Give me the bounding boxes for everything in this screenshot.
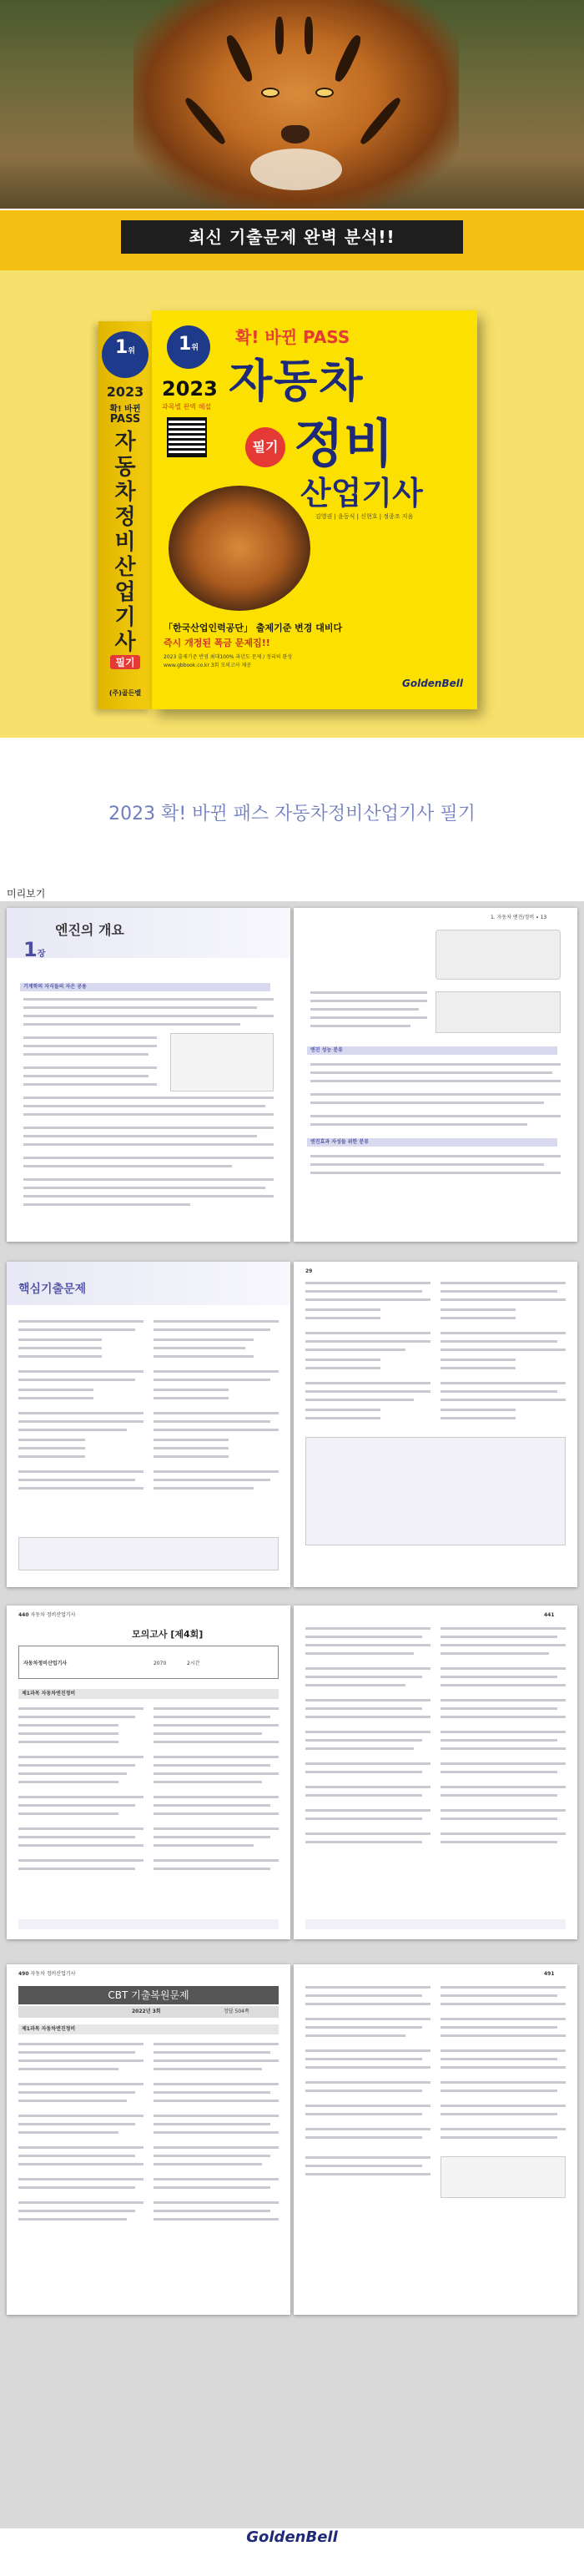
spread2-left-page xyxy=(7,1262,290,1587)
preview-spread-4 xyxy=(0,1953,584,2528)
spine-title: 자동차정비산업기사 xyxy=(114,430,136,655)
preview-spread-1 xyxy=(0,901,584,1252)
spread1-chapter-title: 엔진의 개요 xyxy=(55,922,124,938)
cover-title-line2: 정비 xyxy=(294,413,394,474)
spread4-section-1: 제1과목 자동차엔진정비 xyxy=(22,2026,76,2032)
spread3-page-number: 441 xyxy=(544,1612,555,1618)
spread3-code: 2070 xyxy=(154,1661,167,1666)
spread1-section-1: 기계학의 자식들의 자은 공용 xyxy=(23,984,87,990)
spread2-section-title: 핵심기출문제 xyxy=(18,1283,87,1296)
book-front-cover xyxy=(152,310,477,709)
spread3-section-1: 제1과목 자동차엔진정비 xyxy=(22,1691,76,1696)
spread2-page-number: 29 xyxy=(305,1268,313,1274)
spread4-left-running-header: 490 자동차 정비산업기사 xyxy=(18,1971,76,1977)
hero-tiger-photo xyxy=(0,0,584,209)
cover-title-line1: 자동차 xyxy=(229,355,365,407)
spread4-cbt-answer-ref: 정답 504쪽 xyxy=(224,2009,249,2014)
spread4-cbt-date: 2022년 3회 xyxy=(132,2009,161,2014)
spread4-left-page xyxy=(7,1964,290,2315)
spread2-right-page xyxy=(294,1262,577,1587)
spread1-running-header: 1. 자동차 엔진/정비 ∙ 13 xyxy=(491,915,547,920)
spread1-section-2: 엔진 성능 분류 xyxy=(310,1047,343,1053)
cover-notice-line1: 「한국산업인력공단」 출제기준 변경 대비다 xyxy=(164,623,343,633)
spread3-left-running-header: 440 자동차 정비산업기사 xyxy=(18,1612,76,1618)
spine-year: 2023 xyxy=(106,384,144,400)
cover-year-note: 과목별 완벽 해설 xyxy=(162,403,212,411)
spread3-duration: 2시간 xyxy=(187,1661,200,1666)
spread1-chapter-number: 1장 xyxy=(23,938,46,961)
spread3-left-page xyxy=(7,1606,290,1939)
headline-text: 최신 기출문제 완벽 분석!! xyxy=(121,220,463,254)
cover-bullet-2: www.gbbook.co.kr 3회 모의고사 제공 xyxy=(164,663,252,668)
spread1-left-page xyxy=(7,908,290,1242)
cover-notice-line2: 즉시 개정된 폭금 문제집!! xyxy=(164,638,270,648)
spread3-exam-title: 모의고사 [제4회] xyxy=(132,1629,204,1640)
spread4-page-number: 491 xyxy=(544,1971,555,1977)
cover-year: 2023 xyxy=(162,377,218,401)
cover-tiger-image xyxy=(169,486,310,611)
headline-banner xyxy=(0,210,584,270)
cover-title-tag: 필기 xyxy=(245,427,285,467)
spread1-section-3: 엔진효과 자성들 위한 분류 xyxy=(310,1139,370,1145)
spine-pass: PASS xyxy=(109,413,141,426)
spread3-subject: 자동차정비산업기사 xyxy=(23,1661,68,1666)
book-spine xyxy=(98,321,152,709)
spread1-right-page xyxy=(294,908,577,1242)
qr-code-icon xyxy=(167,417,207,457)
cover-series: 확! 바뀐 PASS xyxy=(235,327,350,347)
product-tagline: 2023 확! 바뀐 패스 자동차정비산업기사 필기 xyxy=(108,804,476,824)
spine-rank-badge: 1위 xyxy=(102,331,149,378)
rank-badge: 1위 xyxy=(167,325,210,369)
cover-authors: 김영권 | 윤동식 | 신현호 | 정종조 지음 xyxy=(315,513,414,520)
spine-tag: 필기 xyxy=(110,655,140,669)
cover-bullet-1: 2023 출제기준 반영 최대100% 과년도 문제 / 정리의 완성 xyxy=(164,654,293,660)
preview-label: 미리보기 xyxy=(7,888,46,900)
footer-publisher-logo: GoldenBell xyxy=(246,2528,338,2546)
cover-publisher-logo: GoldenBell xyxy=(402,678,463,689)
cover-title-line3: 산업기사 xyxy=(300,475,423,512)
preview-spread-3 xyxy=(0,1594,584,1953)
preview-spread-2 xyxy=(0,1252,584,1594)
spread3-right-page xyxy=(294,1606,577,1939)
spread4-right-page xyxy=(294,1964,577,2315)
spine-publisher: (주)골든벨 xyxy=(108,689,142,697)
spine-series: 확! 바뀐 xyxy=(109,405,141,414)
spread4-cbt-title: CBT 기출복원문제 xyxy=(18,1986,279,2004)
